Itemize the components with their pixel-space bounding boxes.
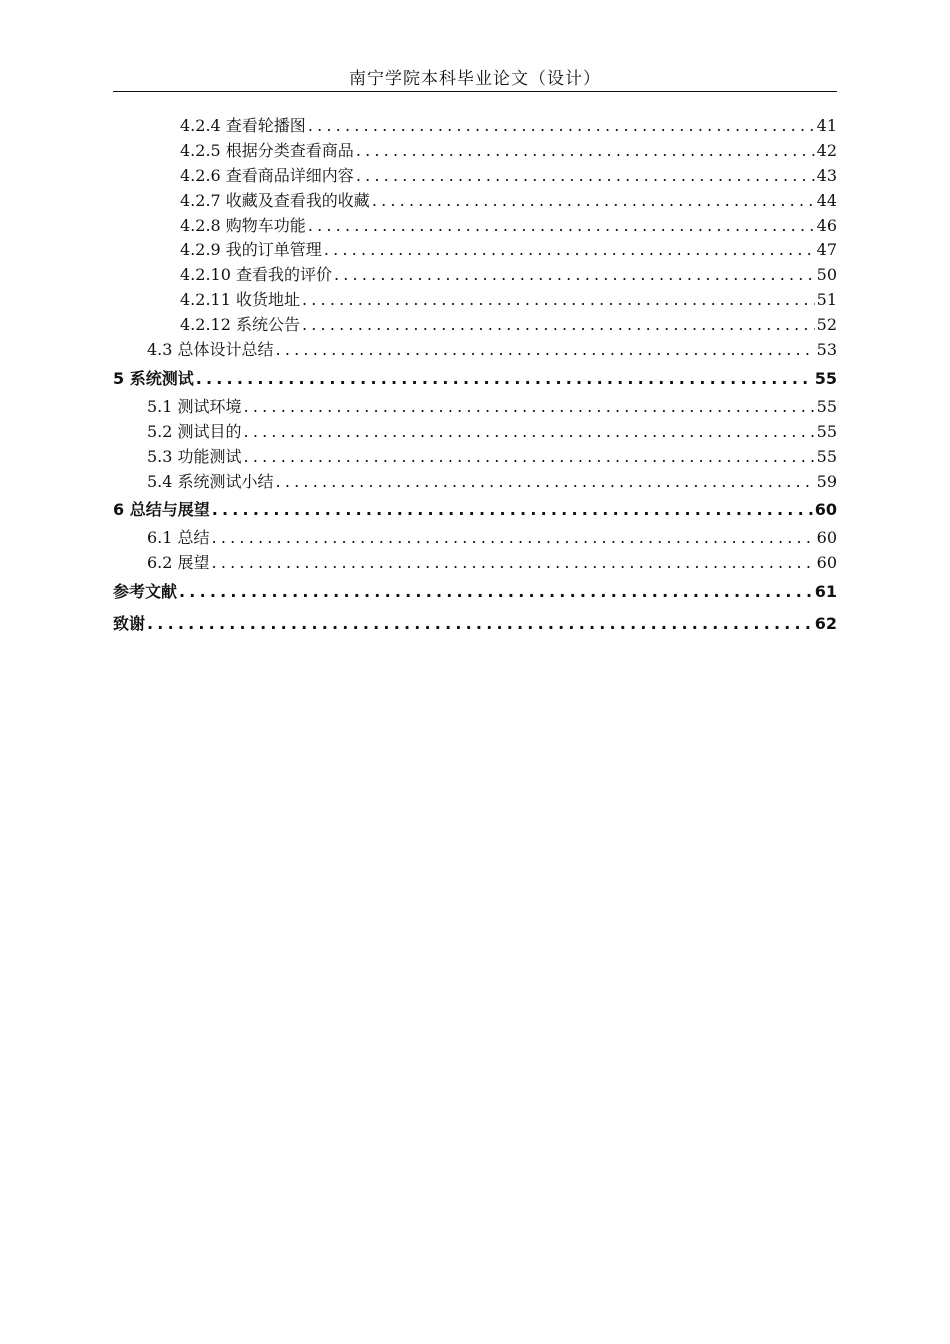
toc-entry-title: 5.4 系统测试小结	[147, 471, 274, 491]
toc-entry-title: 6.1 总结	[147, 528, 210, 548]
toc-entry[interactable]	[113, 395, 837, 420]
toc-entry[interactable]	[113, 139, 837, 164]
toc-dot-leader	[276, 470, 815, 495]
toc-entry-page: 55	[814, 368, 837, 388]
toc-entry-title: 4.2.8 购物车功能	[180, 215, 306, 235]
toc-dot-leader	[244, 395, 815, 420]
toc-entry-page: 53	[816, 340, 837, 360]
toc-dot-leader	[147, 608, 813, 640]
toc-dot-leader	[212, 494, 813, 526]
toc-entry-page: 55	[816, 446, 837, 466]
toc-entry[interactable]	[113, 551, 837, 576]
toc-entry[interactable]	[113, 214, 837, 239]
toc-entry-title: 4.2.7 收藏及查看我的收藏	[180, 190, 370, 210]
toc-dot-leader	[308, 114, 815, 139]
toc-dot-leader	[179, 576, 813, 608]
header-rule	[113, 91, 837, 92]
toc-entry-page: 51	[816, 290, 837, 310]
toc-entry-page: 44	[816, 190, 837, 210]
toc-entry-page: 60	[816, 553, 837, 573]
toc-chapter-entry[interactable]	[113, 494, 837, 526]
toc-entry[interactable]	[113, 263, 837, 288]
toc-entry[interactable]	[113, 338, 837, 363]
toc-entry-title: 5.1 测试环境	[147, 396, 242, 416]
toc-dot-leader	[334, 263, 815, 288]
toc-dot-leader	[356, 164, 815, 189]
toc-entry-title: 5.3 功能测试	[147, 446, 242, 466]
toc-entry-page: 60	[814, 500, 837, 520]
toc-entry-title: 4.3 总体设计总结	[147, 340, 274, 360]
toc-entry[interactable]	[113, 470, 837, 495]
toc-entry-title: 6 总结与展望	[113, 500, 210, 520]
toc-entry-page: 61	[814, 582, 837, 602]
toc-entry[interactable]	[113, 114, 837, 139]
toc-entry-page: 47	[816, 240, 837, 260]
toc-entry[interactable]	[113, 164, 837, 189]
toc-chapter-entry[interactable]	[113, 576, 837, 608]
toc-entry-page: 43	[816, 165, 837, 185]
toc-entry-title: 4.2.4 查看轮播图	[180, 116, 306, 135]
toc-dot-leader	[324, 238, 815, 263]
toc-entry-title: 4.2.10 查看我的评价	[180, 265, 332, 285]
toc-entry-page: 59	[816, 471, 837, 491]
toc-dot-leader	[356, 139, 815, 164]
toc-entry-title: 参考文献	[113, 582, 178, 602]
toc-dot-leader	[276, 338, 815, 363]
toc-entry[interactable]	[113, 420, 837, 445]
toc-entry-title: 6.2 展望	[147, 553, 210, 573]
toc-dot-leader	[212, 551, 815, 576]
toc-entry-page: 55	[816, 421, 837, 441]
toc-entry-title: 4.2.6 查看商品详细内容	[180, 165, 354, 185]
toc-entry-title: 致谢	[113, 614, 146, 634]
toc-entry-title: 4.2.11 收货地址	[180, 290, 300, 310]
toc-dot-leader	[302, 313, 815, 338]
toc-entry-title: 4.2.9 我的订单管理	[180, 240, 322, 260]
toc-dot-leader	[212, 526, 815, 551]
toc-dot-leader	[196, 363, 813, 395]
toc-entry-page: 60	[816, 528, 837, 548]
toc-dot-leader	[302, 288, 815, 313]
toc-dot-leader	[308, 214, 815, 239]
toc-entry-title: 4.2.12 系统公告	[180, 315, 300, 335]
toc-entry-page: 50	[816, 265, 837, 285]
toc-entry-page: 41	[816, 116, 837, 135]
toc-entry[interactable]	[113, 526, 837, 551]
toc-entry-page: 46	[816, 215, 837, 235]
toc-entry-title: 5 系统测试	[113, 368, 194, 388]
table-of-contents	[113, 114, 837, 640]
toc-dot-leader	[372, 189, 815, 214]
toc-dot-leader	[244, 420, 815, 445]
toc-entry[interactable]	[113, 445, 837, 470]
toc-entry-page: 62	[814, 614, 837, 634]
toc-entry-title: 5.2 测试目的	[147, 421, 242, 441]
toc-entry-page: 55	[816, 396, 837, 416]
toc-dot-leader	[244, 445, 815, 470]
page-header-title: 南宁学院本科毕业论文（设计）	[349, 69, 601, 89]
toc-entry[interactable]	[113, 288, 837, 313]
toc-entry-page: 52	[816, 315, 837, 335]
toc-entry[interactable]	[113, 313, 837, 338]
toc-entry-title: 4.2.5 根据分类查看商品	[180, 140, 354, 160]
toc-entry[interactable]	[113, 189, 837, 214]
toc-entry-page: 42	[816, 140, 837, 160]
toc-chapter-entry[interactable]	[113, 363, 837, 395]
toc-chapter-entry[interactable]	[113, 608, 837, 640]
toc-entry[interactable]	[113, 238, 837, 263]
